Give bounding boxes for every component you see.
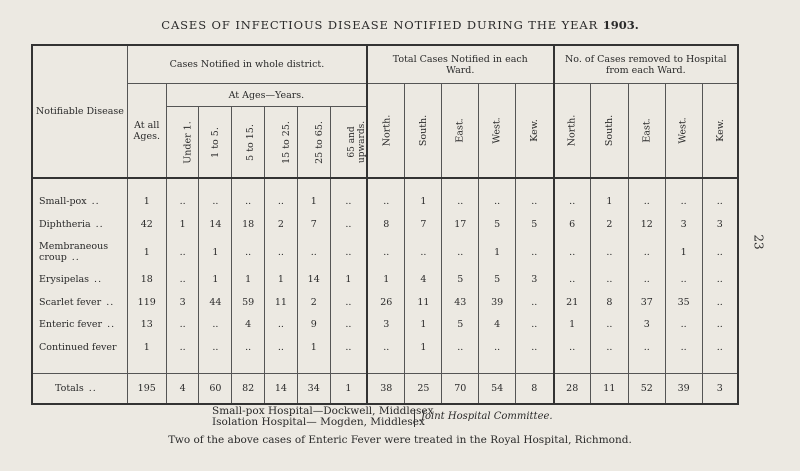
- header-ward-south: South.: [405, 84, 442, 178]
- brace-divider: [414, 409, 417, 427]
- disease-name: [32, 291, 127, 314]
- leader-dots: ..: [95, 218, 104, 230]
- table-cell: ..: [702, 336, 738, 359]
- spacer-row: [32, 178, 738, 190]
- table-cell: 1: [297, 191, 330, 214]
- table-cell: ..: [232, 336, 265, 359]
- table-cell: ..: [554, 236, 591, 269]
- table-cell: ..: [166, 236, 199, 269]
- table-cell: ..: [516, 314, 554, 337]
- table-cell: ..: [554, 191, 591, 214]
- table-cell: 5: [442, 314, 479, 337]
- table-cell: 8: [367, 213, 405, 236]
- hospital-line-2: Isolation Hospital— Mogden, Middlesex: [212, 416, 425, 428]
- table-cell: 3: [702, 213, 738, 236]
- table-row: [32, 291, 738, 314]
- table-row: [32, 213, 738, 236]
- table-cell: 82: [232, 373, 265, 404]
- table-cell: 1: [405, 191, 442, 214]
- leader-dots: ..: [94, 274, 103, 286]
- table-cell: 52: [628, 373, 665, 404]
- table-cell: 1: [199, 269, 232, 292]
- table-cell: 1: [232, 269, 265, 292]
- header-removed: No. of Cases removed to Hospital from each Ward.: [554, 45, 738, 84]
- header-removed-kew: Kew.: [702, 84, 738, 178]
- table-cell: 1: [554, 314, 591, 337]
- table-cell: 54: [479, 373, 516, 404]
- table-cell: ..: [297, 236, 330, 269]
- table-cell: ..: [265, 236, 298, 269]
- table-cell: 38: [367, 373, 405, 404]
- table-cell: ..: [516, 191, 554, 214]
- table-cell: 1: [265, 269, 298, 292]
- hospital-line-1: Small-pox Hospital—Dockwell, Middlesex: [212, 405, 434, 417]
- table-cell: ..: [702, 291, 738, 314]
- table-cell: ..: [199, 191, 232, 214]
- table-cell: ..: [702, 191, 738, 214]
- table-cell: ..: [665, 314, 702, 337]
- table-cell: 11: [265, 291, 298, 314]
- header-age-under-1: Under 1.: [166, 107, 199, 179]
- table-cell: ..: [665, 269, 702, 292]
- table-cell: ..: [665, 191, 702, 214]
- table-cell: 5: [479, 269, 516, 292]
- table-cell: 14: [297, 269, 330, 292]
- table-cell: ..: [166, 314, 199, 337]
- table-cell: ..: [516, 291, 554, 314]
- table-cell: 4: [232, 314, 265, 337]
- table-cell: ..: [628, 236, 665, 269]
- table-cell: 4: [479, 314, 516, 337]
- table-cell: 42: [127, 213, 166, 236]
- table-cell: 3: [702, 373, 738, 404]
- table-cell: 8: [516, 373, 554, 404]
- table-cell: 60: [199, 373, 232, 404]
- table-cell: 119: [127, 291, 166, 314]
- table-cell: 6: [554, 213, 591, 236]
- table-cell: 70: [442, 373, 479, 404]
- table-cell: ..: [330, 236, 367, 269]
- table-cell: ..: [265, 191, 298, 214]
- table-cell: 1: [127, 191, 166, 214]
- table-cell: 4: [405, 269, 442, 292]
- totals-row: [32, 373, 738, 404]
- disease-table: [31, 44, 739, 405]
- page-number: 23: [751, 234, 766, 250]
- table-cell: ..: [166, 191, 199, 214]
- header-age-5-15: 5 to 15.: [232, 107, 265, 179]
- table-cell: ..: [232, 191, 265, 214]
- table-cell: ..: [516, 236, 554, 269]
- disease-label: Membraneous croup: [39, 241, 109, 264]
- title-year: 1903.: [602, 18, 639, 32]
- disease-label: Totals: [55, 382, 84, 394]
- table-cell: ..: [590, 314, 628, 337]
- table-cell: ..: [442, 236, 479, 269]
- header-age-65-up: 65 and upwards.: [330, 107, 367, 179]
- table-cell: ..: [166, 269, 199, 292]
- header-total-ward: Total Cases Notified in each Ward.: [367, 45, 553, 84]
- table-cell: 1: [330, 269, 367, 292]
- table-cell: 7: [297, 213, 330, 236]
- table-cell: 1: [127, 236, 166, 269]
- table-row: [32, 191, 738, 214]
- table-cell: 12: [628, 213, 665, 236]
- leader-dots: ..: [106, 296, 115, 308]
- disease-name: [32, 236, 127, 269]
- table-cell: 5: [442, 269, 479, 292]
- disease-name: [32, 336, 127, 359]
- table-cell: 18: [127, 269, 166, 292]
- header-disease: Notifiable Disease: [32, 45, 127, 178]
- table-cell: 13: [127, 314, 166, 337]
- table-cell: ..: [442, 336, 479, 359]
- table-row: [32, 314, 738, 337]
- table-cell: 7: [405, 213, 442, 236]
- table-cell: ..: [628, 336, 665, 359]
- table-cell: 34: [297, 373, 330, 404]
- disease-name: [32, 314, 127, 337]
- table-cell: 1: [166, 213, 199, 236]
- totals-label: [32, 373, 127, 404]
- table-cell: 8: [590, 291, 628, 314]
- header-removed-south: South.: [590, 84, 628, 178]
- table-cell: 1: [367, 269, 405, 292]
- table-cell: 2: [297, 291, 330, 314]
- table-cell: 1: [590, 191, 628, 214]
- table-cell: 1: [665, 236, 702, 269]
- table-cell: ..: [628, 191, 665, 214]
- page-title: [0, 18, 800, 32]
- header-removed-east: East.: [628, 84, 665, 178]
- leader-dots: ..: [71, 252, 80, 264]
- table-cell: 39: [665, 373, 702, 404]
- table-cell: ..: [554, 336, 591, 359]
- table-cell: 28: [554, 373, 591, 404]
- table-cell: 44: [199, 291, 232, 314]
- table-cell: ..: [166, 336, 199, 359]
- disease-label: Small-pox: [39, 196, 87, 208]
- table-cell: ..: [702, 269, 738, 292]
- table-cell: ..: [367, 191, 405, 214]
- header-at-all-ages: At all Ages.: [127, 84, 166, 178]
- table-cell: ..: [516, 336, 554, 359]
- disease-name: [32, 191, 127, 214]
- table-cell: ..: [405, 236, 442, 269]
- table-cell: ..: [702, 236, 738, 269]
- table-cell: 3: [665, 213, 702, 236]
- disease-label: Enteric fever: [39, 319, 103, 331]
- table-cell: ..: [442, 191, 479, 214]
- table-cell: 2: [265, 213, 298, 236]
- table-cell: ..: [232, 236, 265, 269]
- table-cell: ..: [554, 269, 591, 292]
- table-row: [32, 269, 738, 292]
- table-cell: 11: [405, 291, 442, 314]
- table-cell: 25: [405, 373, 442, 404]
- disease-label: Diphtheria: [39, 218, 91, 230]
- table-cell: 9: [297, 314, 330, 337]
- table-cell: 4: [166, 373, 199, 404]
- table-cell: 1: [405, 314, 442, 337]
- table-cell: 1: [127, 336, 166, 359]
- spacer-row: [32, 359, 738, 373]
- table-cell: 3: [628, 314, 665, 337]
- table-cell: ..: [590, 269, 628, 292]
- table-cell: 14: [199, 213, 232, 236]
- table-cell: ..: [199, 314, 232, 337]
- table-row: [32, 236, 738, 269]
- header-removed-north: North.: [554, 84, 591, 178]
- table-cell: 21: [554, 291, 591, 314]
- header-age-1-5: 1 to 5.: [199, 107, 232, 179]
- table-cell: ..: [330, 314, 367, 337]
- disease-name: [32, 269, 127, 292]
- disease-label: Continued fever: [39, 342, 117, 354]
- table-cell: ..: [330, 291, 367, 314]
- header-age-15-25: 15 to 25.: [265, 107, 298, 179]
- table-cell: 18: [232, 213, 265, 236]
- leader-dots: ..: [91, 196, 100, 208]
- header-removed-west: West.: [665, 84, 702, 178]
- table-cell: 11: [590, 373, 628, 404]
- table-cell: 39: [479, 291, 516, 314]
- table-cell: 1: [479, 236, 516, 269]
- disease-name: [32, 213, 127, 236]
- header-ward-north: North.: [367, 84, 405, 178]
- table-cell: ..: [702, 314, 738, 337]
- leader-dots: ..: [88, 382, 97, 394]
- table-cell: ..: [367, 336, 405, 359]
- table-cell: ..: [330, 213, 367, 236]
- table-cell: ..: [367, 236, 405, 269]
- table-cell: ..: [479, 191, 516, 214]
- leader-dots: ..: [107, 319, 116, 331]
- table-cell: 3: [166, 291, 199, 314]
- table-cell: 26: [367, 291, 405, 314]
- table-cell: 3: [367, 314, 405, 337]
- table-cell: 1: [330, 373, 367, 404]
- table-cell: ..: [479, 336, 516, 359]
- table-cell: ..: [590, 336, 628, 359]
- table-row: [32, 336, 738, 359]
- table-cell: 1: [405, 336, 442, 359]
- header-at-ages-years: At Ages—Years.: [166, 84, 367, 107]
- table-cell: ..: [265, 336, 298, 359]
- table-cell: 1: [297, 336, 330, 359]
- table-cell: 5: [516, 213, 554, 236]
- committee-label: Joint Hospital Committee.: [421, 411, 553, 422]
- header-age-25-65: 25 to 65.: [297, 107, 330, 179]
- table-cell: ..: [590, 236, 628, 269]
- table-cell: 1: [199, 236, 232, 269]
- header-whole-district: Cases Notified in whole district.: [127, 45, 367, 84]
- table-cell: 195: [127, 373, 166, 404]
- table-cell: ..: [199, 336, 232, 359]
- table-cell: 3: [516, 269, 554, 292]
- table-cell: 17: [442, 213, 479, 236]
- table-cell: 35: [665, 291, 702, 314]
- header-ward-east: East.: [442, 84, 479, 178]
- table-cell: 2: [590, 213, 628, 236]
- table-cell: ..: [628, 269, 665, 292]
- table-cell: ..: [330, 191, 367, 214]
- header-ward-west: West.: [479, 84, 516, 178]
- table-cell: ..: [665, 336, 702, 359]
- disease-label: Erysipelas: [39, 274, 90, 286]
- enteric-note: Two of the above cases of Enteric Fever were treated in the Royal Hospital, Richmond.: [168, 434, 632, 446]
- table-cell: 5: [479, 213, 516, 236]
- table-cell: 14: [265, 373, 298, 404]
- table-cell: 59: [232, 291, 265, 314]
- header-ward-kew: Kew.: [516, 84, 554, 178]
- title-text: CASES OF INFECTIOUS DISEASE NOTIFIED DURING THE YEAR: [161, 18, 599, 32]
- table-cell: 43: [442, 291, 479, 314]
- table-cell: ..: [330, 336, 367, 359]
- table-cell: 37: [628, 291, 665, 314]
- table-cell: ..: [265, 314, 298, 337]
- disease-label: Scarlet fever: [39, 296, 102, 308]
